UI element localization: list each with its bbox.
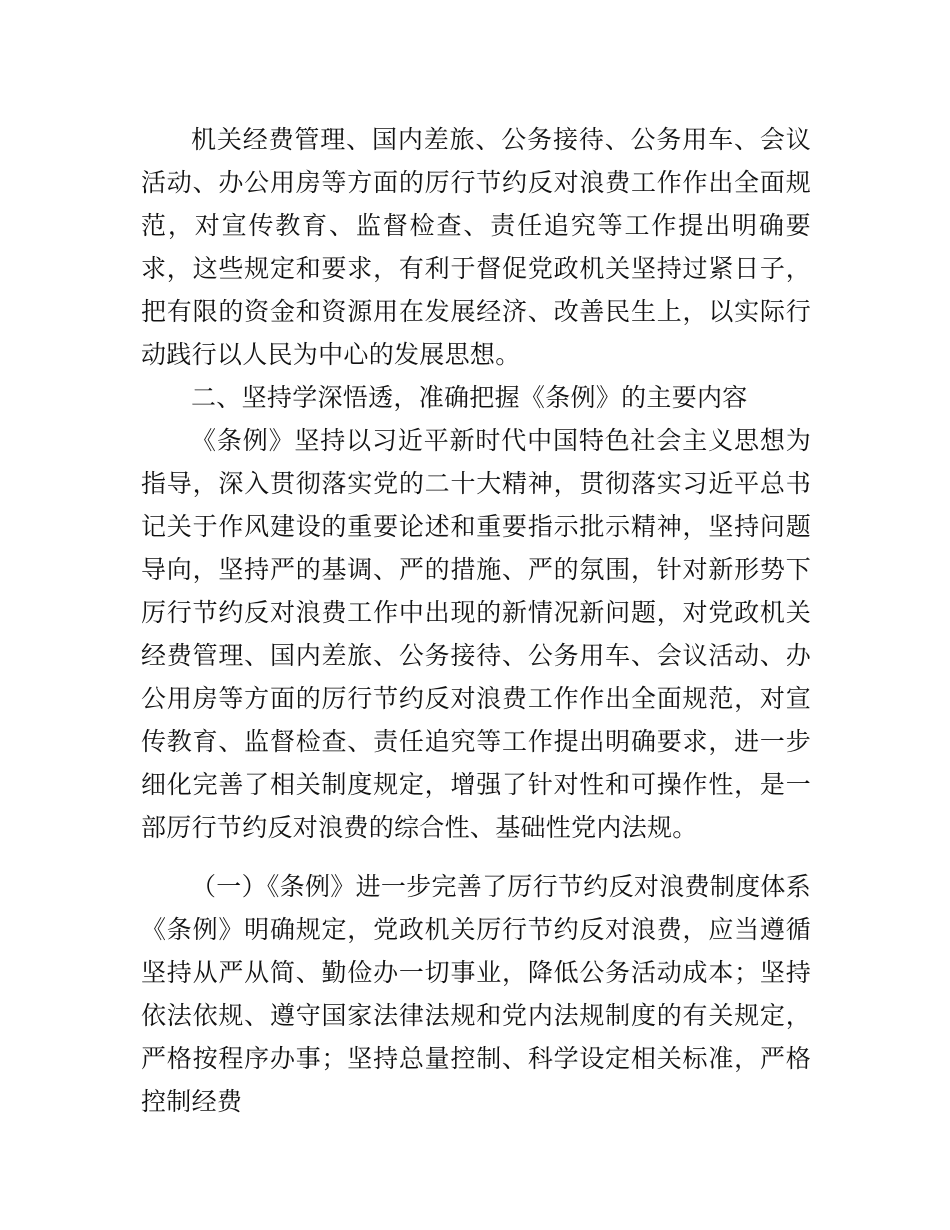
paragraph-principles: 《条例》明确规定，党政机关厉行节约反对浪费，应当遵循坚持从严从简、勤俭办一切事业，降低公务活动成本；坚持依法依规、遵守国家法律法规和党内法规制度的有关规定，严格按程序办事；坚持总量控制、科学设定相关标准，严格控制经费 <box>141 915 811 1116</box>
subsection-heading-1: （一）《条例》进一步完善了厉行节约反对浪费制度体系 <box>191 872 812 901</box>
section-heading-2: 二、坚持学深悟透，准确把握《条例》的主要内容 <box>191 383 748 412</box>
document-page <box>141 118 811 1123</box>
paragraph-main-content: 《条例》坚持以习近平新时代中国特色社会主义思想为指导，深入贯彻落实党的二十大精神，贯彻落实习近平总书记关于作风建设的重要论述和重要指示批示精神，坚持问题导向，坚持严的基调、严的措施、严的氛围，针对新形势下厉行节约反对浪费工作中出现的新情况新问题，对党政机关经费管理、国内差旅、公务接待、公务用车、会议活动、办公用房等方面的厉行节约反对浪费工作作出全面规范，对宣传教育、监督检查、责任追究等工作提出明确要求，进一步细化完善了相关制度规定，增强了针对性和可操作性，是一部厉行节约反对浪费的综合性、基础性党内法规。 <box>141 426 811 842</box>
paragraph-intro: 机关经费管理、国内差旅、公务接待、公务用车、会议活动、办公用房等方面的厉行节约反对浪费工作作出全面规范，对宣传教育、监督检查、责任追究等工作提出明确要求，这些规定和要求，有利于督促党政机关坚持过紧日子，把有限的资金和资源用在发展经济、改善民生上，以实际行动践行以人民为中心的发展思想。 <box>141 125 811 369</box>
